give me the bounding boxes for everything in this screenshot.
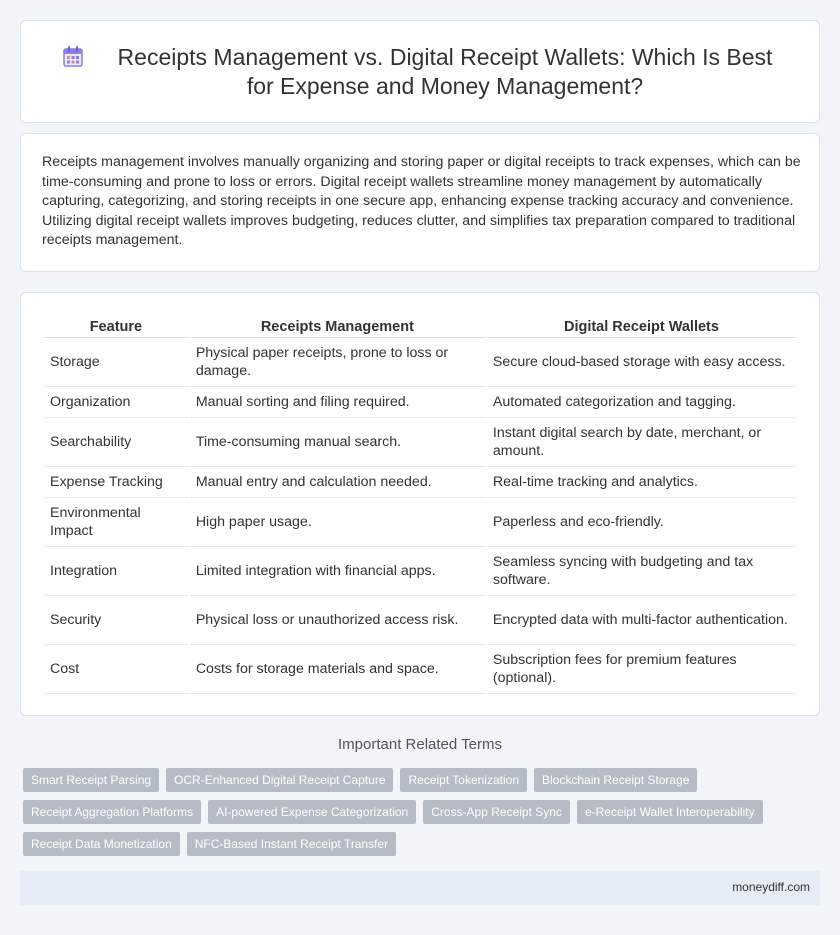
digital-wallet-cell: Encrypted data with multi-factor authentication. [487,596,796,645]
digital-wallet-cell: Instant digital search by date, merchant, or amount. [487,418,796,467]
table-row [44,418,796,467]
table-row [44,547,796,596]
receipts-management-cell: Time-consuming manual search. [190,418,485,467]
feature-cell: Environmental Impact [44,498,188,547]
footer [20,871,820,905]
related-term-tag[interactable]: OCR-Enhanced Digital Receipt Capture [166,768,393,792]
receipts-management-cell: Physical paper receipts, prone to loss or damage. [190,338,485,387]
feature-cell: Cost [44,645,188,694]
table-row [44,467,796,498]
feature-cell: Searchability [44,418,188,467]
feature-cell: Expense Tracking [44,467,188,498]
comparison-card [20,292,820,716]
related-term-tag[interactable]: Cross-App Receipt Sync [423,800,570,824]
digital-wallet-cell: Automated categorization and tagging. [487,387,796,418]
related-terms-title: Important Related Terms [338,736,502,753]
feature-cell: Integration [44,547,188,596]
header-receipts-management: Receipts Management [190,317,485,338]
digital-wallet-cell: Secure cloud-based storage with easy access. [487,338,796,387]
related-term-tag[interactable]: NFC-Based Instant Receipt Transfer [187,832,396,856]
feature-cell: Security [44,596,188,645]
receipts-management-cell: High paper usage. [190,498,485,547]
header-feature: Feature [44,317,188,338]
digital-wallet-cell: Subscription fees for premium features (optional). [487,645,796,694]
related-term-tag[interactable]: AI-powered Expense Categorization [208,800,416,824]
table-row [44,387,796,418]
related-terms-list [23,768,803,864]
related-term-tag[interactable]: Receipt Data Monetization [23,832,180,856]
digital-wallet-cell: Real-time tracking and analytics. [487,467,796,498]
receipts-management-cell: Manual sorting and filing required. [190,387,485,418]
related-term-tag[interactable]: Receipt Tokenization [400,768,527,792]
related-term-tag[interactable]: Receipt Aggregation Platforms [23,800,201,824]
intro-card [20,133,820,272]
receipts-management-cell: Physical loss or unauthorized access risk. [190,596,485,645]
receipts-management-cell: Limited integration with financial apps. [190,547,485,596]
related-term-tag[interactable]: Blockchain Receipt Storage [534,768,697,792]
table-row [44,645,796,694]
header-digital-receipt-wallets: Digital Receipt Wallets [487,317,796,338]
tag-row [23,768,803,792]
site-link[interactable]: moneydiff.com [732,880,810,894]
digital-wallet-cell: Paperless and eco-friendly. [487,498,796,547]
digital-wallet-cell: Seamless syncing with budgeting and tax software. [487,547,796,596]
comparison-table [42,317,798,694]
page-title: Receipts Management vs. Digital Receipt Wallets: Which Is Best for Expense and Money Management? [117,44,773,99]
receipts-management-cell: Manual entry and calculation needed. [190,467,485,498]
table-row [44,338,796,387]
intro-paragraph: Receipts management involves manually organizing and storing paper or digital receipts to track expenses, which can be time-consuming and prone to loss or errors. Digital receipt wallets streamline money management by automatically capturing, categorizing, and storing receipts in one secure app, enhancing expense tracking accuracy and convenience. Utilizing digital receipt wallets improves budgeting, reduces clutter, and simplifies tax preparation compared to traditional receipts management. [42,154,801,248]
receipts-management-cell: Costs for storage materials and space. [190,645,485,694]
table-row [44,498,796,547]
tag-row [23,800,803,824]
tag-row [23,832,803,856]
table-row [44,596,796,645]
feature-cell: Organization [44,387,188,418]
feature-cell: Storage [44,338,188,387]
related-term-tag[interactable]: e-Receipt Wallet Interoperability [577,800,763,824]
title-card [20,20,820,123]
table-header-row [44,317,796,338]
related-term-tag[interactable]: Smart Receipt Parsing [23,768,159,792]
